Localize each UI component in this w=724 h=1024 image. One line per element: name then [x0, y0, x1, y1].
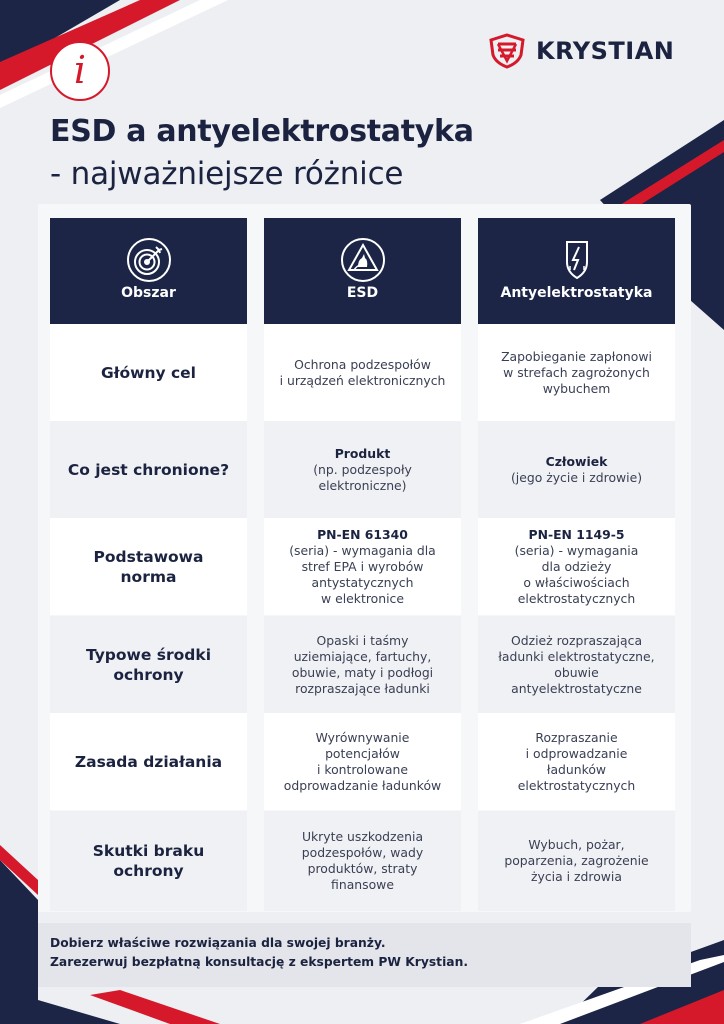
brand-logo: [488, 33, 674, 69]
info-icon: i: [50, 41, 110, 101]
cell-text: Wybuch, pożar, poparzenia, zagrożenie życia i zdrowia: [504, 837, 649, 884]
header-label: Antyelektrostatyka: [500, 285, 653, 301]
header-label: Obszar: [121, 285, 176, 301]
cell-text: Ukryte uszkodzenia podzespołów, wady produktów, straty finansowe: [301, 829, 424, 892]
footer-line-1: Dobierz właściwe rozwiązania dla swojej branży.: [50, 936, 386, 950]
target-icon: [125, 236, 173, 284]
esd-cell: [264, 616, 461, 713]
cell-bold-heading: Człowiek: [545, 453, 608, 469]
esd-cell: [264, 518, 461, 615]
footer-cta: [38, 923, 691, 987]
cell-text: Opaski i taśmy uziemiające, fartuchy, obuwie, maty i podłogi rozpraszające ładunki: [291, 632, 434, 696]
header-label: ESD: [346, 285, 379, 301]
antyelektrostatyka-cell: [478, 421, 675, 518]
cell-text: Ochrona podzespołów i urządzeń elektronicznych: [279, 356, 446, 388]
page-subtitle: - najważniejsze różnice: [50, 156, 404, 192]
esd-cell: [264, 811, 461, 911]
cell-text: (np. podzespoły elektroniczne): [313, 461, 412, 493]
shield-logo-icon: [488, 33, 526, 69]
page-title: ESD a antyelektrostatyka: [50, 114, 474, 149]
footer-line-2: Zarezerwuj bezpłatną konsultację z ekspertem PW Krystian.: [50, 955, 469, 969]
row-label: Zasada działania: [50, 713, 247, 810]
antyelektrostatyka-cell: [478, 616, 675, 713]
cell-text: Rozpraszanie i odprowadzanie ładunków elektrostatycznych: [517, 729, 636, 793]
row-label: Główny cel: [50, 324, 247, 421]
esd-cell: [264, 421, 461, 518]
cell-text: Wyrównywanie potencjałów i kontrolowane odprowadzanie ładunków: [283, 729, 442, 793]
esd-cell: [264, 713, 461, 810]
antyelektrostatyka-cell: [478, 518, 675, 615]
row-label: Typowe środki ochrony: [50, 616, 247, 713]
esd-cell: [264, 324, 461, 421]
antyelektrostatyka-cell: [478, 324, 675, 421]
header-obszar: [50, 218, 247, 324]
header-antyelektrostatyka: [478, 218, 675, 324]
cell-bold-heading: Produkt: [334, 445, 391, 461]
row-label: Skutki braku ochrony: [50, 811, 247, 911]
antyelektrostatyka-cell: [478, 811, 675, 911]
cell-bold-heading: PN-EN 61340: [317, 526, 408, 542]
cell-text: (jego życie i zdrowie): [510, 469, 643, 485]
row-label: Co jest chronione?: [50, 421, 247, 518]
cell-text: (seria) - wymagania dla stref EPA i wyrobów antystatycznych w elektronice: [289, 542, 436, 606]
cell-text: Zapobieganie zapłonowi w strefach zagrożonych wybuchem: [501, 348, 652, 396]
lightning-shield-icon: [553, 236, 601, 284]
cell-bold-heading: PN-EN 1149-5: [528, 526, 625, 542]
cell-text: Odzież rozpraszająca ładunki elektrostatyczne, obuwie antyelektrostatyczne: [498, 632, 655, 696]
esd-warning-icon: [339, 236, 387, 284]
header-esd: [264, 218, 461, 324]
antyelektrostatyka-cell: [478, 713, 675, 810]
cell-text: (seria) - wymagania dla odzieży o właściwościach elektrostatycznych: [514, 542, 639, 606]
brand-name: KRYSTIAN: [536, 37, 675, 65]
row-label: Podstawowa norma: [50, 518, 247, 615]
